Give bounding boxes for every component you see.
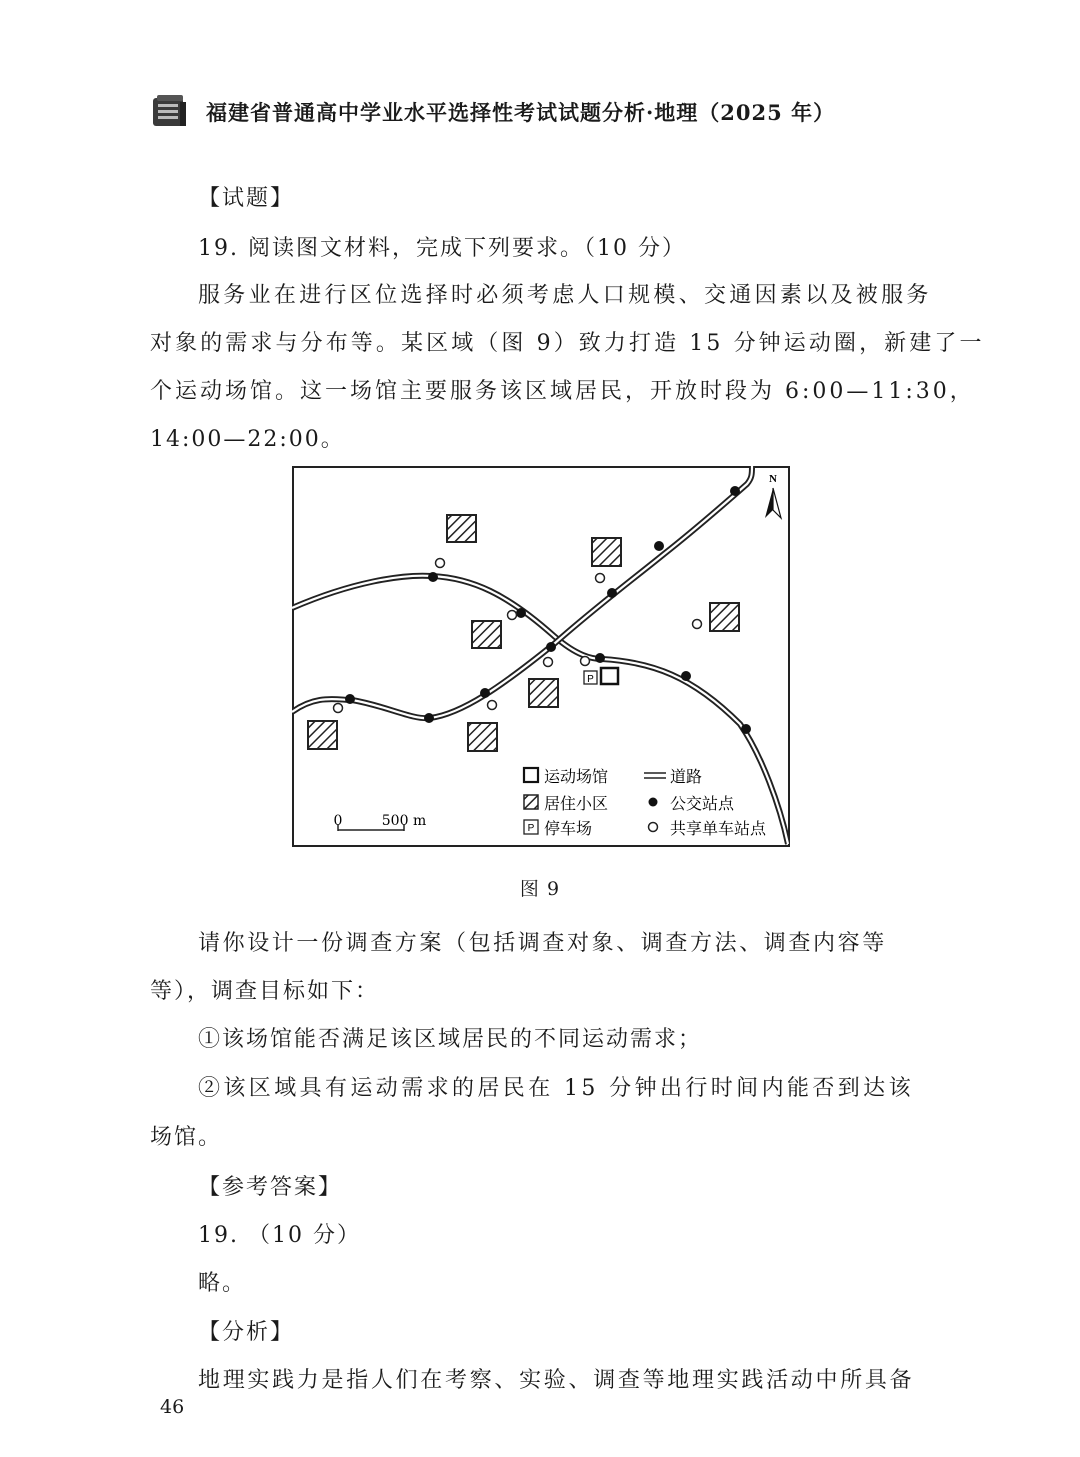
residential-area	[529, 679, 558, 707]
bus-stop	[607, 588, 617, 598]
book-stack-icon	[150, 92, 190, 132]
residential-area	[472, 621, 501, 648]
paragraph-line-4: 14:00—22:00。	[150, 427, 345, 452]
paragraph-line-1: 服务业在进行区位选择时必须考虑人口规模、交通因素以及被服务	[198, 283, 932, 308]
page-header	[150, 92, 835, 132]
bus-stop	[730, 486, 740, 496]
svg-text:P: P	[527, 823, 535, 834]
bike-station	[508, 611, 517, 620]
sports-venue	[601, 668, 618, 684]
residential-area	[592, 538, 621, 566]
bike-station	[581, 657, 590, 666]
residential-area	[710, 603, 739, 631]
north-label: N	[769, 473, 777, 485]
task-line-2: 等），调查目标如下：	[150, 979, 380, 1004]
bus-stop	[345, 694, 355, 704]
legend-parking: 停车场	[544, 819, 593, 838]
answer-number-line: 19. （10 分）	[198, 1223, 361, 1248]
legend-bike-station: 共享单车站点	[670, 819, 767, 838]
question-number-line: 19. 阅读图文材料，完成下列要求。（10 分）	[198, 236, 686, 261]
task-line-4: ②该区域具有运动需求的居民在 15 分钟出行时间内能否到达该	[198, 1076, 914, 1101]
bus-stop	[595, 653, 605, 663]
paragraph-line-3: 个运动场馆。这一场馆主要服务该区域居民，开放时段为 6:00—11:30，	[150, 379, 975, 404]
bike-station	[488, 701, 497, 710]
residential-area	[308, 721, 337, 749]
residential-area	[468, 723, 497, 751]
bike-station	[693, 620, 702, 629]
legend-venue: 运动场馆	[544, 767, 609, 786]
bike-station	[436, 559, 445, 568]
bus-stop	[741, 724, 751, 734]
paragraph-line-2: 对象的需求与分布等。某区域（图 9）致力打造 15 分钟运动圈，新建了一	[150, 331, 985, 356]
analysis-section-label: 【分析】	[198, 1320, 295, 1345]
question-section-label: 【试题】	[198, 186, 295, 211]
scale-distance: 500 m	[381, 813, 427, 829]
analysis-text: 地理实践力是指人们在考察、实验、调查等地理实践活动中所具备	[198, 1368, 915, 1393]
svg-text:P: P	[587, 674, 594, 685]
page-number: 46	[160, 1396, 185, 1418]
bike-station	[596, 574, 605, 583]
bus-stop	[681, 671, 691, 681]
bus-stop	[428, 572, 438, 582]
bike-station	[334, 704, 343, 713]
bus-stop	[654, 541, 664, 551]
residential-area	[447, 515, 476, 542]
answer-text: 略。	[198, 1271, 247, 1296]
map-figure	[292, 466, 790, 847]
task-line-5: 场馆。	[150, 1125, 223, 1150]
legend-road: 道路	[670, 767, 703, 786]
bus-stop	[424, 713, 434, 723]
header-title: 福建省普通高中学业水平选择性考试试题分析·地理（2025 年）	[206, 100, 836, 125]
scale-zero: 0	[333, 813, 343, 829]
answer-section-label: 【参考答案】	[198, 1175, 343, 1200]
task-line-1: 请你设计一份调查方案（包括调查对象、调查方法、调查内容等	[198, 931, 887, 956]
task-line-3: ①该场馆能否满足该区域居民的不同运动需求；	[198, 1027, 703, 1052]
legend-bus-stop: 公交站点	[670, 794, 735, 813]
legend-residential: 居住小区	[544, 794, 609, 813]
bus-stop	[546, 642, 556, 652]
bus-stop	[516, 608, 526, 618]
parking-lot	[584, 671, 597, 685]
bus-stop	[480, 688, 490, 698]
bike-station	[544, 658, 553, 667]
figure-caption: 图 9	[519, 878, 561, 900]
